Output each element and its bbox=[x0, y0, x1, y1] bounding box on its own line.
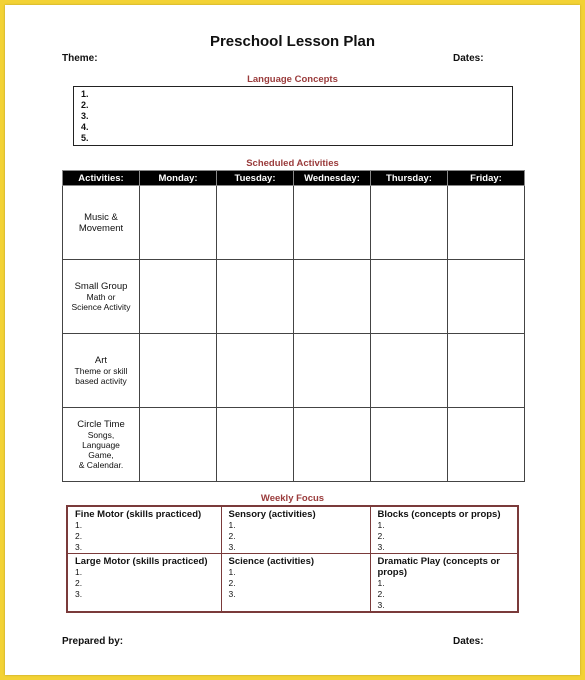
day-cell[interactable] bbox=[294, 260, 371, 334]
focus-item: 2. bbox=[377, 531, 385, 541]
activity-name: Circle Time bbox=[77, 419, 125, 430]
day-cell[interactable] bbox=[448, 408, 525, 482]
focus-item: 2. bbox=[228, 578, 236, 588]
focus-item: 3. bbox=[75, 542, 83, 552]
column-header-monday: Monday: bbox=[140, 171, 217, 186]
day-cell[interactable] bbox=[371, 186, 448, 260]
column-header-wednesday: Wednesday: bbox=[294, 171, 371, 186]
language-item: 3. bbox=[81, 111, 89, 121]
activity-detail: Game, bbox=[88, 450, 114, 460]
day-cell[interactable] bbox=[140, 408, 217, 482]
focus-item: 3. bbox=[228, 589, 236, 599]
focus-item: 1. bbox=[75, 567, 83, 577]
day-cell[interactable] bbox=[217, 260, 294, 334]
activity-detail: Math or bbox=[86, 292, 116, 302]
language-item: 4. bbox=[81, 122, 89, 132]
schedule-header-row bbox=[63, 171, 525, 186]
schedule-table bbox=[62, 170, 525, 482]
focus-item: 1. bbox=[228, 567, 236, 577]
focus-cell-sensory[interactable] bbox=[221, 506, 370, 554]
language-concepts-title: Language Concepts bbox=[247, 74, 338, 85]
focus-item: 1. bbox=[377, 578, 385, 588]
schedule-row-music bbox=[63, 186, 525, 260]
day-cell[interactable] bbox=[371, 260, 448, 334]
focus-heading: Blocks (concepts or props) bbox=[377, 509, 501, 520]
focus-heading: Dramatic Play (concepts or props) bbox=[377, 556, 500, 578]
activity-name: Small Group bbox=[74, 281, 128, 292]
focus-item: 3. bbox=[377, 600, 385, 610]
day-cell[interactable] bbox=[217, 186, 294, 260]
schedule-row-art bbox=[63, 334, 525, 408]
page-title: Preschool Lesson Plan bbox=[209, 33, 376, 50]
column-header-activities: Activities: bbox=[63, 171, 140, 186]
day-cell[interactable] bbox=[217, 408, 294, 482]
language-item: 5. bbox=[81, 133, 89, 143]
language-item: 1. bbox=[81, 89, 89, 99]
focus-item: 1. bbox=[75, 520, 83, 530]
focus-cell-large-motor[interactable] bbox=[67, 554, 221, 613]
focus-cell-blocks[interactable] bbox=[370, 506, 518, 554]
focus-item: 2. bbox=[75, 578, 83, 588]
day-cell[interactable] bbox=[140, 334, 217, 408]
day-cell[interactable] bbox=[371, 408, 448, 482]
focus-heading: Science (activities) bbox=[228, 556, 315, 567]
column-header-tuesday: Tuesday: bbox=[217, 171, 294, 186]
activity-detail: Theme or skill bbox=[74, 366, 128, 376]
focus-heading: Large Motor (skills practiced) bbox=[75, 556, 208, 567]
focus-item: 1. bbox=[377, 520, 385, 530]
day-cell[interactable] bbox=[294, 334, 371, 408]
focus-cell-dramatic-play[interactable] bbox=[370, 554, 518, 613]
day-cell[interactable] bbox=[140, 186, 217, 260]
focus-cell-fine-motor[interactable] bbox=[67, 506, 221, 554]
footer-dates-label: Dates: bbox=[453, 636, 484, 647]
focus-item: 1. bbox=[228, 520, 236, 530]
dates-label: Dates: bbox=[453, 53, 484, 64]
activity-detail: & Calendar. bbox=[78, 460, 124, 470]
activity-detail: Science Activity bbox=[71, 302, 131, 312]
day-cell[interactable] bbox=[371, 334, 448, 408]
activity-cell bbox=[63, 186, 140, 260]
activity-cell bbox=[63, 334, 140, 408]
day-cell[interactable] bbox=[140, 260, 217, 334]
focus-item: 2. bbox=[228, 531, 236, 541]
focus-item: 3. bbox=[228, 542, 236, 552]
scheduled-activities-title: Scheduled Activities bbox=[246, 158, 339, 169]
language-concepts-box bbox=[73, 86, 513, 146]
focus-item: 2. bbox=[75, 531, 83, 541]
focus-row bbox=[67, 506, 518, 554]
column-header-friday: Friday: bbox=[448, 171, 525, 186]
activity-cell bbox=[63, 408, 140, 482]
activity-detail: based activity bbox=[75, 376, 127, 386]
activity-detail: Songs, bbox=[87, 430, 115, 440]
activity-cell bbox=[63, 260, 140, 334]
focus-row bbox=[67, 554, 518, 613]
focus-item: 3. bbox=[377, 542, 385, 552]
theme-label: Theme: bbox=[62, 53, 98, 64]
focus-item: 3. bbox=[75, 589, 83, 599]
day-cell[interactable] bbox=[448, 334, 525, 408]
focus-cell-science[interactable] bbox=[221, 554, 370, 613]
weekly-focus-table bbox=[66, 505, 519, 613]
activity-name: Art bbox=[94, 355, 108, 366]
activity-name: Movement bbox=[78, 222, 124, 234]
day-cell[interactable] bbox=[448, 186, 525, 260]
focus-heading: Fine Motor (skills practiced) bbox=[75, 509, 202, 520]
day-cell[interactable] bbox=[294, 186, 371, 260]
day-cell[interactable] bbox=[217, 334, 294, 408]
focus-heading: Sensory (activities) bbox=[228, 509, 316, 520]
focus-item: 2. bbox=[377, 589, 385, 599]
column-header-thursday: Thursday: bbox=[371, 171, 448, 186]
activity-name: Music & bbox=[84, 211, 118, 223]
schedule-row-circle-time bbox=[63, 408, 525, 482]
day-cell[interactable] bbox=[448, 260, 525, 334]
weekly-focus-title: Weekly Focus bbox=[260, 493, 325, 504]
prepared-by-label: Prepared by: bbox=[62, 636, 124, 647]
day-cell[interactable] bbox=[294, 408, 371, 482]
language-item: 2. bbox=[81, 100, 89, 110]
activity-detail: Language bbox=[82, 440, 120, 450]
schedule-row-small-group bbox=[63, 260, 525, 334]
